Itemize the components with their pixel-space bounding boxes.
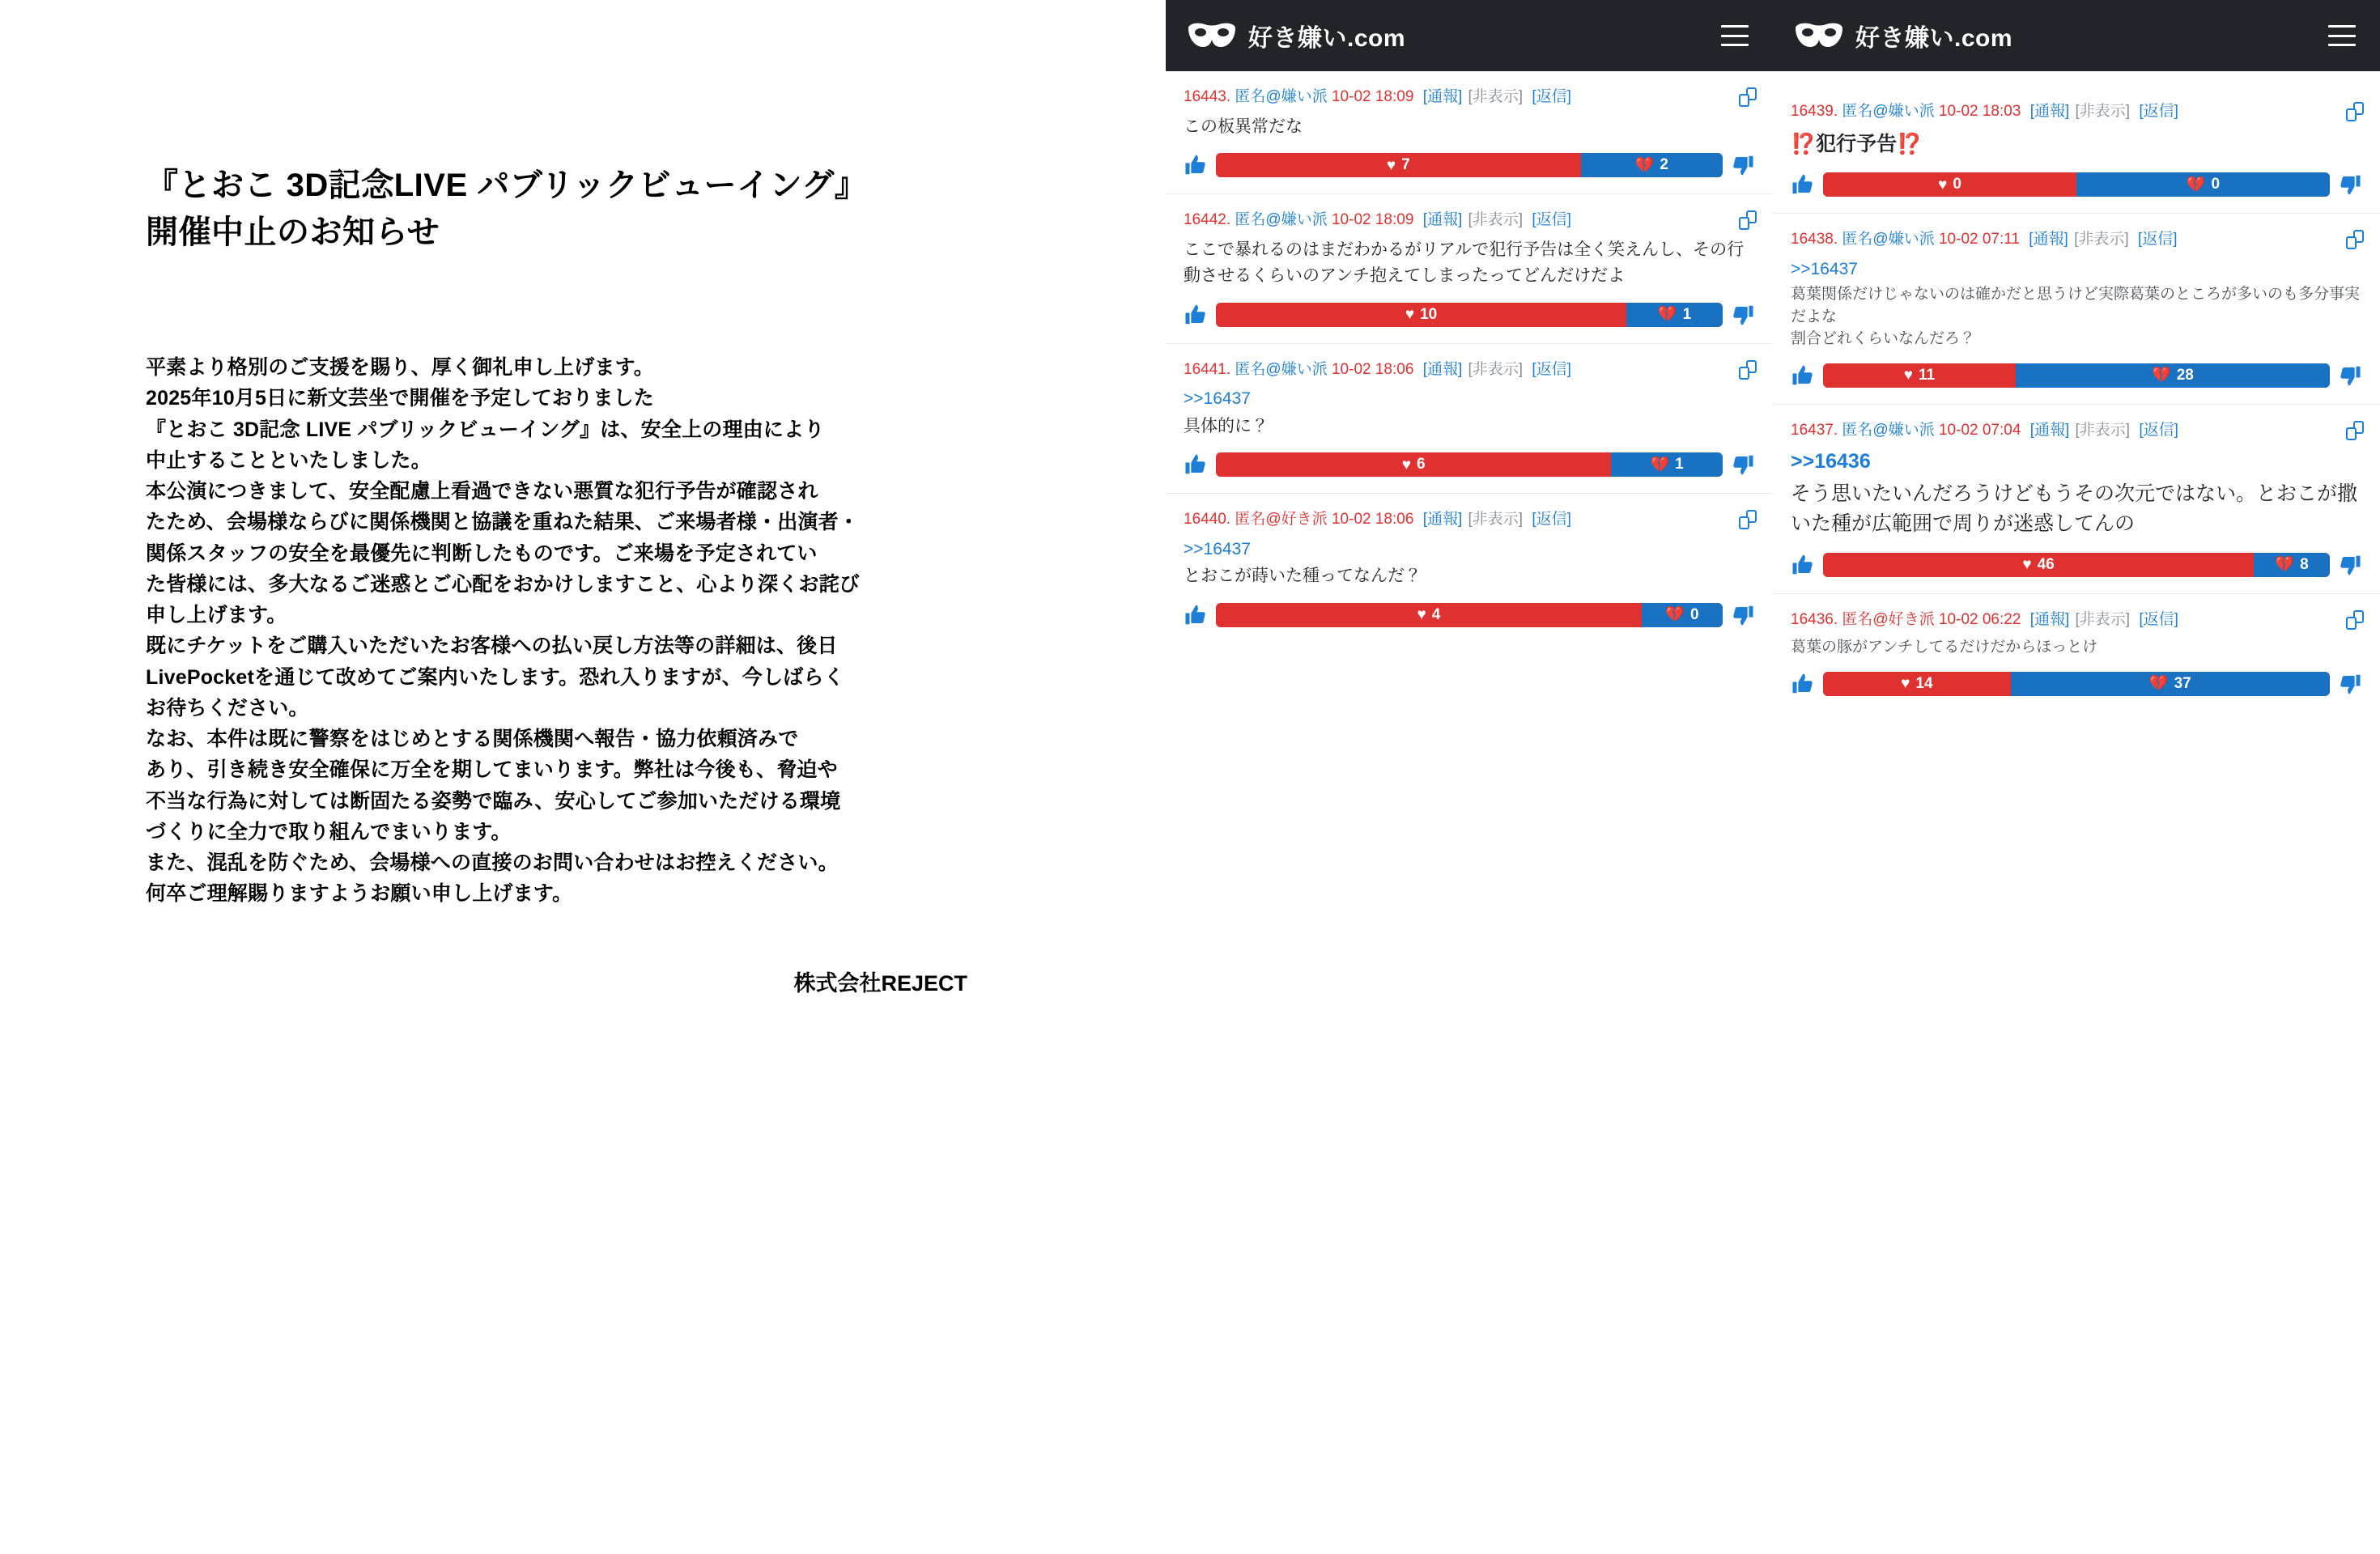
like-count[interactable] <box>1823 172 2076 197</box>
post-number[interactable]: 16438. <box>1791 231 1842 248</box>
site-logo-text: 好き嫌い.com <box>1855 25 2013 52</box>
copy-icon[interactable] <box>2346 102 2364 121</box>
announcement-paragraph: 何卒ご理解賜りますようお願い申し上げます。 <box>146 882 573 906</box>
site-logo[interactable] <box>1187 18 1405 53</box>
like-count-value: 7 <box>1401 156 1410 174</box>
heart-icon: ♥ <box>1405 306 1415 324</box>
announcement-paragraph: 既にチケットをご購入いただいたお客様への払い戻し方法等の詳細は、後日 <box>146 635 838 658</box>
post-report-link[interactable]: [通報] <box>1422 511 1467 529</box>
post-body: そう思いたいんだろうけどもうその次元ではない。とおこが撒いた種が広範囲で周りが迷惑してんの <box>1791 482 2358 536</box>
thumbs-up-icon[interactable] <box>1184 603 1208 627</box>
broken-heart-icon: 💔 <box>2148 675 2169 693</box>
post-date: 10-02 07:11 <box>1938 231 2025 248</box>
thumbs-up-icon[interactable] <box>1791 553 1815 577</box>
post-meta <box>1184 359 1755 382</box>
post-hide-link[interactable]: [非表示] <box>2075 421 2135 439</box>
thumbs-down-icon[interactable] <box>2338 672 2362 696</box>
post-list-right <box>1773 71 2380 712</box>
post <box>1166 194 1773 344</box>
copy-icon[interactable] <box>1739 210 1757 230</box>
thumbs-up-icon[interactable] <box>1791 672 1815 696</box>
announcement-body <box>146 353 1028 909</box>
post-number[interactable]: 16436. <box>1791 610 1842 628</box>
post-date: 10-02 07:04 <box>1938 421 2025 439</box>
post-meta <box>1184 209 1755 232</box>
announcement-paragraph: づくりに全力で取り組んでまいります。 <box>146 820 512 843</box>
copy-icon[interactable] <box>2346 421 2364 440</box>
vote-bar <box>1823 672 2330 696</box>
dislike-count[interactable] <box>2076 172 2330 197</box>
post-number[interactable]: 16443. <box>1184 88 1235 105</box>
vote-bar <box>1823 553 2330 577</box>
post-body: ここで暴れるのはまだわかるがリアルで犯行予告は全く笑えんし、その行動させるくらいのアンチ抱えてしまったってどんだけだよ <box>1184 240 1745 286</box>
post-author: 匿名@嫌い派 <box>1235 211 1332 229</box>
partial-post-spacer <box>1773 71 2380 86</box>
broken-heart-icon: 💔 <box>2186 176 2206 193</box>
announcement-signature: 株式会社REJECT <box>793 970 967 996</box>
vote-row <box>1791 550 2362 588</box>
dislike-count[interactable] <box>1611 452 1723 477</box>
dislike-count-value: 2 <box>1660 156 1668 174</box>
post-author: 匿名@嫌い派 <box>1842 103 1939 120</box>
post-hide-link[interactable]: [非表示] <box>1468 360 1528 378</box>
site-logo-text: 好き嫌い.com <box>1248 25 1406 52</box>
post-reply-link[interactable]: [返信] <box>1532 360 1571 378</box>
thumbs-down-icon[interactable] <box>1731 603 1755 627</box>
post-meta <box>1791 609 2362 632</box>
like-count-value: 6 <box>1416 456 1426 473</box>
broken-heart-icon: 💔 <box>1657 306 1677 324</box>
thumbs-up-icon[interactable] <box>1791 172 1815 197</box>
post-author: 匿名@嫌い派 <box>1842 231 1939 248</box>
announcement-paragraph: 申し上げます。 <box>146 604 287 626</box>
thumbs-up-icon[interactable] <box>1184 153 1208 177</box>
vote-row <box>1791 169 2362 208</box>
thumbs-down-icon[interactable] <box>2338 553 2362 577</box>
site-logo[interactable] <box>1794 18 2012 53</box>
heart-icon: ♥ <box>1401 456 1411 473</box>
dislike-count[interactable] <box>2011 672 2330 696</box>
post-hide-link[interactable]: [非表示] <box>1468 211 1528 229</box>
post-meta <box>1791 419 2362 443</box>
mask-icon <box>1187 22 1237 49</box>
post-number[interactable]: 16439. <box>1791 103 1842 120</box>
post-reference-link[interactable]: >>16437 <box>1791 259 1858 278</box>
post-body: ⁉️犯行予告⁉️ <box>1791 132 1923 155</box>
heart-icon: ♥ <box>2022 556 2032 574</box>
vote-row <box>1184 150 1755 189</box>
dislike-count-value: 0 <box>2211 176 2221 193</box>
post-date: 10-02 06:22 <box>1938 610 2025 628</box>
post-report-link[interactable]: [通報] <box>2029 421 2074 439</box>
vote-bar <box>1823 363 2330 388</box>
like-count-value: 0 <box>1953 176 1961 193</box>
dislike-count[interactable] <box>1642 603 1723 627</box>
thumbs-up-icon[interactable] <box>1791 363 1815 388</box>
vote-row <box>1184 449 1755 488</box>
like-count[interactable] <box>1216 452 1611 477</box>
post <box>1773 214 2380 405</box>
copy-icon[interactable] <box>2346 230 2364 249</box>
post <box>1166 344 1773 495</box>
post-body: 具体的に？ <box>1184 416 1269 435</box>
board-pane-left <box>1166 0 1773 882</box>
like-count[interactable] <box>1216 303 1626 327</box>
post-date: 10-02 18:09 <box>1331 88 1418 105</box>
post-reference-link[interactable]: >>16437 <box>1184 539 1251 558</box>
post-meta <box>1184 86 1755 109</box>
vote-row <box>1184 299 1755 338</box>
like-count-value: 11 <box>1919 366 1936 384</box>
copy-icon[interactable] <box>1739 360 1757 380</box>
post <box>1166 494 1773 643</box>
broken-heart-icon: 💔 <box>1634 156 1655 174</box>
post-reply-link[interactable]: [返信] <box>2139 610 2178 628</box>
page-title: 『とおこ 3D記念LIVE パブリックビューイング』 開催中止のお知らせ <box>146 168 868 250</box>
hamburger-icon[interactable] <box>1721 25 1749 46</box>
post-meta <box>1184 508 1755 532</box>
announcement-paragraph: 平素より格別のご支援を賜り、厚く御礼申し上げます。 <box>146 356 655 379</box>
dislike-count-value: 0 <box>1689 605 1699 623</box>
thumbs-down-icon[interactable] <box>2338 172 2362 197</box>
vote-bar <box>1216 153 1723 177</box>
vote-row <box>1184 600 1755 639</box>
post-date: 10-02 18:06 <box>1331 511 1418 529</box>
post-hide-link[interactable]: [非表示] <box>1468 88 1528 105</box>
vote-bar <box>1216 303 1723 327</box>
post-author: 匿名@嫌い派 <box>1235 88 1332 105</box>
vote-bar <box>1823 172 2330 197</box>
announcement-paragraph: 関係スタッフの安全を最優先に判断したものです。ご来場を予定されてい <box>146 541 818 565</box>
like-count-value: 14 <box>1915 674 1933 692</box>
heart-icon: ♥ <box>1386 156 1396 174</box>
broken-heart-icon: 💔 <box>1650 456 1670 473</box>
post-list-left <box>1166 71 1773 643</box>
post-body: 葛葉関係だけじゃないのは確かだと思うけど実際葛葉のところが多いのも多分事実だよな 割合どれくらいなんだろ？ <box>1791 286 2361 348</box>
board-header <box>1773 0 2380 71</box>
post <box>1773 405 2380 594</box>
like-count[interactable] <box>1823 553 2254 577</box>
board-header <box>1166 0 1773 71</box>
post-body: 葛葉の豚がアンチしてるだけだからほっとけ <box>1791 639 2098 656</box>
post-number[interactable]: 16442. <box>1184 211 1235 229</box>
post-hide-link[interactable]: [非表示] <box>2074 231 2133 248</box>
announcement-paragraph: たため、会場様ならびに関係機関と協議を重ねた結果、ご来場者様・出演者・ <box>146 511 860 534</box>
dislike-count-value: 1 <box>1675 456 1684 473</box>
post-reference-link[interactable]: >>16437 <box>1184 389 1251 409</box>
post-reply-link[interactable]: [返信] <box>2137 231 2178 248</box>
post-report-link[interactable]: [通報] <box>1422 211 1467 229</box>
thumbs-down-icon[interactable] <box>1731 153 1755 177</box>
announcement-paragraph: 不当な行為に対しては断固たる姿勢で臨み、安心してご参加いただける環境 <box>146 789 841 813</box>
vote-bar <box>1216 452 1723 477</box>
announcement-paragraph: 『とおこ 3D記念 LIVE パブリックビューイング』は、安全上の理由により <box>146 418 825 441</box>
post <box>1166 71 1773 194</box>
post <box>1773 594 2380 712</box>
copy-icon[interactable] <box>2346 610 2364 630</box>
post-author: 匿名@嫌い派 <box>1235 360 1332 378</box>
announcement-paragraph: LivePocketを通じて改めてご案内いたします。恐れ入りますが、今しばらく <box>146 665 844 689</box>
post-reference-link[interactable]: >>16436 <box>1791 450 1871 473</box>
dislike-count-value: 1 <box>1682 305 1692 323</box>
like-count-value: 4 <box>1431 605 1441 623</box>
thumbs-up-icon[interactable] <box>1184 452 1208 477</box>
heart-icon: ♥ <box>1938 176 1948 193</box>
post-date: 10-02 18:09 <box>1331 211 1418 229</box>
announcement-document <box>0 0 1166 1554</box>
vote-bar <box>1216 603 1723 627</box>
post-hide-link[interactable]: [非表示] <box>2075 610 2135 628</box>
like-count-value: 46 <box>2037 555 2055 573</box>
like-count[interactable] <box>1823 363 2016 388</box>
like-count[interactable] <box>1823 672 2011 696</box>
thumbs-down-icon[interactable] <box>1731 303 1755 327</box>
post-body: とおこが蒔いた種ってなんだ？ <box>1184 567 1422 586</box>
post-author: 匿名@嫌い派 <box>1842 421 1939 439</box>
vote-row <box>1791 360 2362 399</box>
announcement-paragraph: た皆様には、多大なるご迷惑とご心配をおかけしますこと、心より深くお詫び <box>146 572 861 596</box>
announcement-paragraph: また、混乱を防ぐため、会場様への直接のお問い合わせはお控えください。 <box>146 851 839 874</box>
dislike-count[interactable] <box>1626 303 1723 327</box>
post-hide-link[interactable]: [非表示] <box>2075 103 2135 120</box>
heart-icon: ♥ <box>1417 606 1426 624</box>
post-reply-link[interactable]: [返信] <box>1532 88 1571 105</box>
board-pane-right <box>1773 0 2380 1004</box>
like-count[interactable] <box>1216 153 1581 177</box>
post-author: 匿名@好き派 <box>1235 511 1332 529</box>
dislike-count-value: 8 <box>2300 555 2309 573</box>
heart-icon: ♥ <box>1901 675 1910 693</box>
post-body: この板異常だな <box>1184 117 1303 136</box>
post-number[interactable]: 16441. <box>1184 360 1235 378</box>
post-report-link[interactable]: [通報] <box>2029 103 2074 120</box>
post <box>1773 86 2380 214</box>
post-number[interactable]: 16440. <box>1184 511 1235 529</box>
vote-row <box>1791 669 2362 707</box>
like-count-value: 10 <box>1420 305 1438 323</box>
thumbs-up-icon[interactable] <box>1184 303 1208 327</box>
post-reply-link[interactable]: [返信] <box>1532 511 1571 529</box>
hamburger-icon[interactable] <box>2328 25 2356 46</box>
post-report-link[interactable]: [通報] <box>2029 231 2073 248</box>
post-date: 10-02 18:03 <box>1938 103 2025 120</box>
post-date: 10-02 18:06 <box>1331 360 1418 378</box>
announcement-paragraph: 中止することといたしました。 <box>146 448 431 472</box>
announcement-paragraph: 2025年10月5日に新文芸坐で開催を予定しておりました <box>146 387 654 410</box>
copy-icon[interactable] <box>1739 87 1757 107</box>
announcement-paragraph: 本公演につきまして、安全配慮上看過できない悪質な犯行予告が確認され <box>146 480 818 503</box>
post-reply-link[interactable]: [返信] <box>2139 103 2178 120</box>
dislike-count[interactable] <box>1581 153 1723 177</box>
dislike-count-value: 28 <box>2176 366 2194 384</box>
dislike-count-value: 37 <box>2174 674 2191 692</box>
thumbs-down-icon[interactable] <box>1731 452 1755 477</box>
post-author: 匿名@好き派 <box>1842 610 1939 628</box>
like-count[interactable] <box>1216 603 1642 627</box>
post-hide-link[interactable]: [非表示] <box>1468 511 1528 529</box>
dislike-count[interactable] <box>2016 363 2330 388</box>
copy-icon[interactable] <box>1739 510 1757 529</box>
post-report-link[interactable]: [通報] <box>2029 610 2074 628</box>
post-meta <box>1791 228 2362 252</box>
broken-heart-icon: 💔 <box>1665 606 1685 624</box>
thumbs-down-icon[interactable] <box>2338 363 2362 388</box>
post-report-link[interactable]: [通報] <box>1422 88 1467 105</box>
announcement-paragraph: なお、本件は既に警察をはじめとする関係機関へ報告・協力依頼済みで <box>146 728 799 750</box>
post-reply-link[interactable]: [返信] <box>2139 421 2178 439</box>
dislike-count[interactable] <box>2254 553 2330 577</box>
broken-heart-icon: 💔 <box>2275 556 2295 574</box>
post-reply-link[interactable]: [返信] <box>1532 211 1571 229</box>
announcement-paragraph: お待ちください。 <box>146 696 309 720</box>
post-number[interactable]: 16437. <box>1791 421 1842 439</box>
heart-icon: ♥ <box>1903 367 1914 384</box>
post-meta <box>1791 100 2362 124</box>
post-report-link[interactable]: [通報] <box>1422 360 1467 378</box>
mask-icon <box>1794 22 1844 49</box>
broken-heart-icon: 💔 <box>2152 367 2171 384</box>
announcement-paragraph: あり、引き続き安全確保に万全を期してまいります。弊社は今後も、脅迫や <box>146 758 838 782</box>
